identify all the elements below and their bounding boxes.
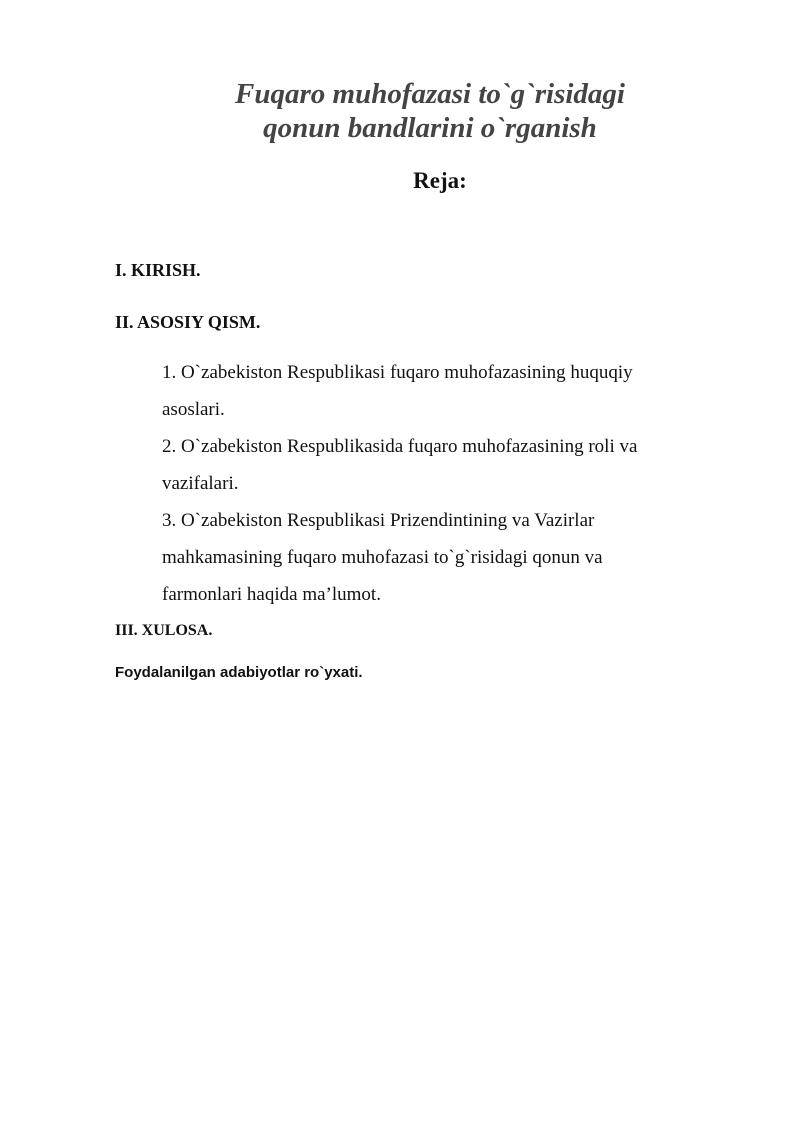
item-1-line-2: asoslari. — [162, 399, 225, 420]
item-2-line-1: 2. O`zabekiston Respublikasida fuqaro muhofazasining roli va — [162, 436, 638, 457]
section-references: Foydalanilgan adabiyotlar ro`yxati. — [115, 664, 363, 681]
document-title-line-2: qonun bandlarini o`rganish — [263, 112, 597, 144]
document-title-line-1: Fuqaro muhofazasi to`g`risidagi — [235, 78, 625, 110]
item-3-line-1: 3. O`zabekiston Respublikasi Prizendintining va Vazirlar — [162, 510, 595, 531]
plan-heading: Reja: — [413, 168, 467, 193]
item-3-line-2: mahkamasining fuqaro muhofazasi to`g`risidagi qonun va — [162, 547, 603, 568]
item-3-line-3: farmonlari haqida ma’lumot. — [162, 584, 381, 605]
item-1-line-1: 1. O`zabekiston Respublikasi fuqaro muhofazasining huquqiy — [162, 362, 633, 383]
section-conclusion: III. XULOSA. — [115, 622, 213, 639]
section-main: II. ASOSIY QISM. — [115, 312, 261, 332]
item-2-line-2: vazifalari. — [162, 473, 239, 494]
main-section-items — [162, 354, 722, 613]
section-intro: I. KIRISH. — [115, 260, 201, 280]
